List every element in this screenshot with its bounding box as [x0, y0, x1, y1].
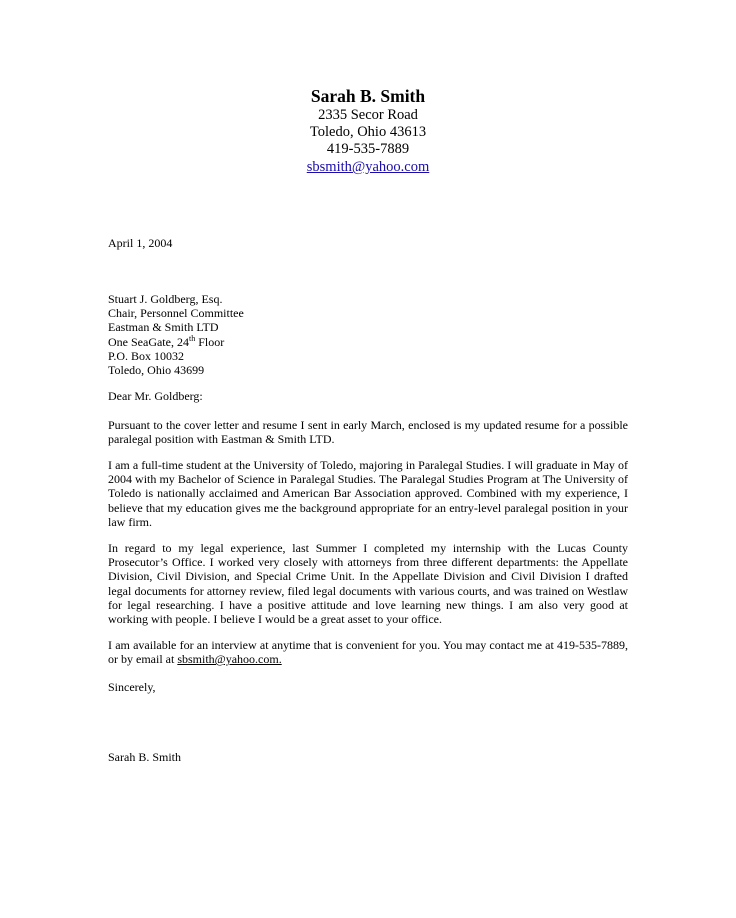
recipient-street: One SeaGate, 24th Floor — [108, 333, 225, 349]
recipient-po-box: P.O. Box 10032 — [108, 348, 185, 363]
sender-email-link[interactable]: sbsmith@yahoo.com — [306, 159, 430, 175]
sender-street: 2335 Secor Road — [318, 107, 418, 123]
paragraph-1: Pursuant to the cover letter and resume I sent in early March, enclosed is my updated resume for a possible paralegal position with Eastman & Smith LTD. — [108, 418, 628, 447]
recipient-city-zip: Toledo, Ohio 43699 — [108, 363, 205, 378]
letterhead — [0, 86, 736, 176]
sender-city-state-zip: Toledo, Ohio 43613 — [309, 124, 427, 140]
recipient-address — [108, 292, 628, 377]
paragraph-4-text: I am available for an interview at anytime that is convenient for you. You may contact me at 419-535-7889, or by email at — [108, 638, 628, 667]
salutation: Dear Mr. Goldberg: — [108, 389, 203, 403]
recipient-company: Eastman & Smith LTD — [108, 320, 219, 335]
paragraph-3: In regard to my legal experience, last Summer I completed my internship with the Lucas County Prosecutor’s Office. I worked very closely with attorneys from three different departments: the Appellate Division, Civil Division, and Special Crime Unit. In the Appellate Division and Civil Division I drafted legal documents for attorney review, filed legal documents with various courts, and was trained on Westlaw for legal researching. I have a positive attitude and love learning new things. I am also very good at working with people. I believe I would be a great asset to your office. — [108, 541, 628, 627]
letter-date: April 1, 2004 — [108, 236, 173, 250]
inline-email-link[interactable]: sbsmith@yahoo.com. — [177, 652, 282, 667]
sender-name: Sarah B. Smith — [310, 86, 426, 106]
signature-name: Sarah B. Smith — [108, 750, 182, 764]
paragraph-4 — [108, 638, 628, 666]
paragraph-2: I am a full-time student at the University of Toledo, majoring in Paralegal Studies. I will graduate in May of 2004 with my Bachelor of Science in Paralegal Studies. The Paralegal Studies Program at The University of Toledo is nationally acclaimed and American Bar Association approved. Combined with my experience, I believe that my education gives me the background appropriate for an entry-level paralegal position in your law firm. — [108, 458, 628, 529]
recipient-name: Stuart J. Goldberg, Esq. — [108, 292, 223, 306]
sender-phone: 419-535-7889 — [326, 141, 410, 157]
closing: Sincerely, — [108, 680, 156, 694]
recipient-title: Chair, Personnel Committee — [108, 306, 244, 321]
